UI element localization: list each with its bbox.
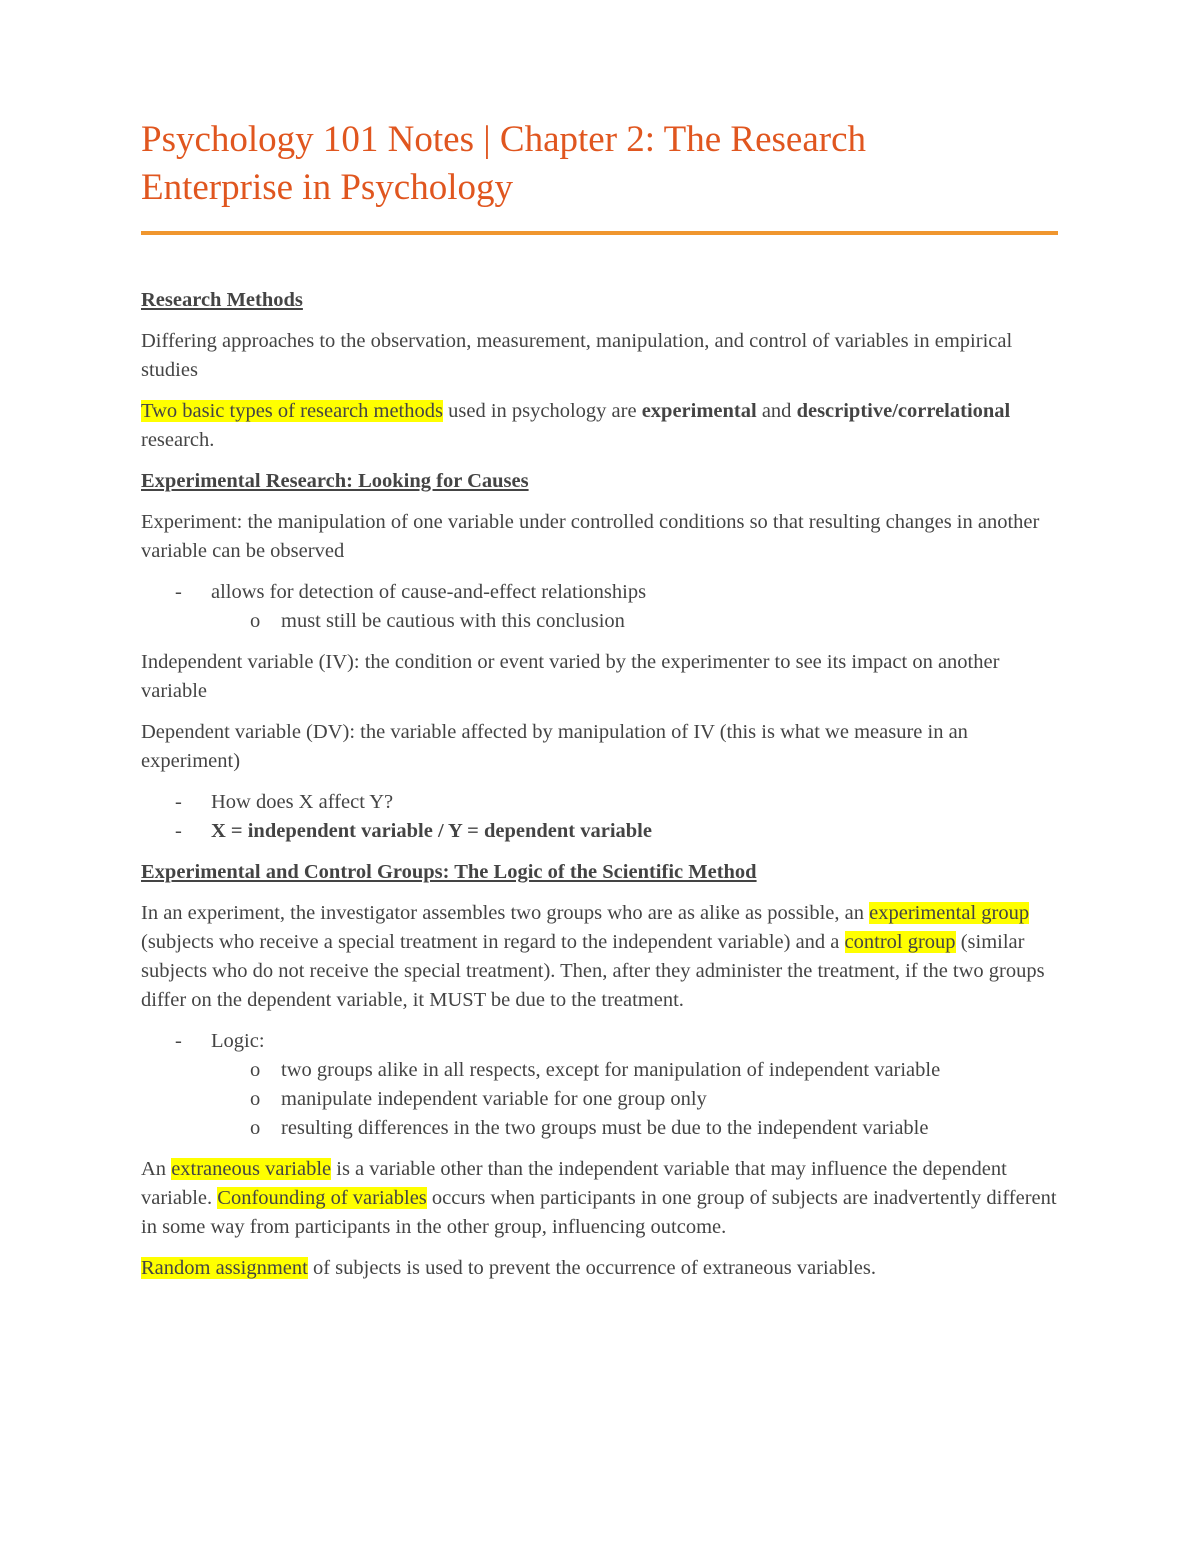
highlight-confounding: Confounding of variables bbox=[217, 1187, 427, 1209]
list-item: - X = independent variable / Y = dependent variable bbox=[141, 817, 1061, 846]
dash-bullet: - bbox=[175, 791, 182, 813]
paragraph-independent-variable: Independent variable (IV): the condition or event varied by the experimenter to see its impact on another variable bbox=[141, 651, 1000, 702]
dash-bullet: - bbox=[175, 820, 182, 842]
sub-list-item: o resulting differences in the two groups must be due to the independent variable bbox=[141, 1114, 1061, 1143]
paragraph-dependent-variable: Dependent variable (DV): the variable affected by manipulation of IV (this is what we measure in an experiment) bbox=[141, 721, 968, 772]
sub-list bbox=[211, 1056, 1061, 1143]
highlight-experimental-group: experimental group bbox=[869, 902, 1030, 924]
list-logic bbox=[141, 1027, 1061, 1143]
paragraph-random-assignment: Random assignment of subjects is used to prevent the occurrence of extraneous variables. bbox=[141, 1257, 876, 1279]
sub-list-item: o manipulate independent variable for one group only bbox=[141, 1085, 1061, 1114]
highlight-random-assignment: Random assignment bbox=[141, 1257, 308, 1279]
highlight-control-group: control group bbox=[844, 931, 956, 953]
document-body bbox=[141, 286, 1061, 1295]
dash-bullet: - bbox=[175, 1030, 182, 1052]
highlight-extraneous-variable: extraneous variable bbox=[171, 1158, 332, 1180]
highlight-research-types: Two basic types of research methods bbox=[141, 400, 443, 422]
circle-bullet: o bbox=[250, 1059, 261, 1081]
paragraph-research-methods-definition: Differing approaches to the observation, measurement, manipulation, and control of variables in empirical studies bbox=[141, 330, 1013, 381]
list-item: - allows for detection of cause-and-effect relationships o must still be cautious with this conclusion bbox=[141, 578, 1061, 636]
bold-experimental: experimental bbox=[641, 400, 757, 422]
title-divider bbox=[141, 231, 1058, 235]
sub-list-item: o two groups alike in all respects, except for manipulation of independent variable bbox=[141, 1056, 1061, 1085]
circle-bullet: o bbox=[250, 1088, 261, 1110]
list-item: - How does X affect Y? bbox=[141, 788, 1061, 817]
document-title bbox=[141, 116, 1041, 212]
list-experiment-notes bbox=[141, 578, 1061, 636]
bold-descriptive: descriptive/correlational bbox=[796, 400, 1011, 422]
title-line-1: Psychology 101 Notes | Chapter 2: The Research bbox=[141, 119, 867, 160]
dash-bullet: - bbox=[175, 581, 182, 603]
heading-experimental-research: Experimental Research: Looking for Causes bbox=[141, 470, 529, 492]
paragraph-experimental-groups: In an experiment, the investigator assembles two groups who are as alike as possible, an experimental group (subjects who receive a special treatment in regard to the independent variable) and a control group (similar subjects who do not receive the special treatment). Then, after they administer the treatment, if the two groups differ on the dependent variable, it MUST be due to the treatment. bbox=[141, 902, 1045, 1011]
heading-control-groups: Experimental and Control Groups: The Logic of the Scientific Method bbox=[141, 861, 757, 883]
paragraph-extraneous-variable: An extraneous variable is a variable other than the independent variable that may influence the dependent variable. Confounding of variables occurs when participants in one group of subjects are inadvertently different in some way from participants in the other group, influencing outcome. bbox=[141, 1158, 1057, 1238]
paragraph-research-types: Two basic types of research methods used in psychology are experimental and descriptive/correlational research. bbox=[141, 400, 1011, 451]
list-variable-notes bbox=[141, 788, 1061, 846]
title-line-2: Enterprise in Psychology bbox=[141, 167, 514, 208]
heading-research-methods: Research Methods bbox=[141, 289, 303, 311]
circle-bullet: o bbox=[250, 610, 261, 632]
paragraph-experiment-definition: Experiment: the manipulation of one variable under controlled conditions so that resulting changes in another variable can be observed bbox=[141, 511, 1040, 562]
sub-list-item: o must still be cautious with this conclusion bbox=[141, 607, 1061, 636]
sub-list bbox=[211, 607, 1061, 636]
list-item: - Logic: o two groups alike in all respects, except for manipulation of independent variable o manipulate independent variable for one group only o resulting differences in the two groups must be due to the independent variable bbox=[141, 1027, 1061, 1143]
circle-bullet: o bbox=[250, 1117, 261, 1139]
